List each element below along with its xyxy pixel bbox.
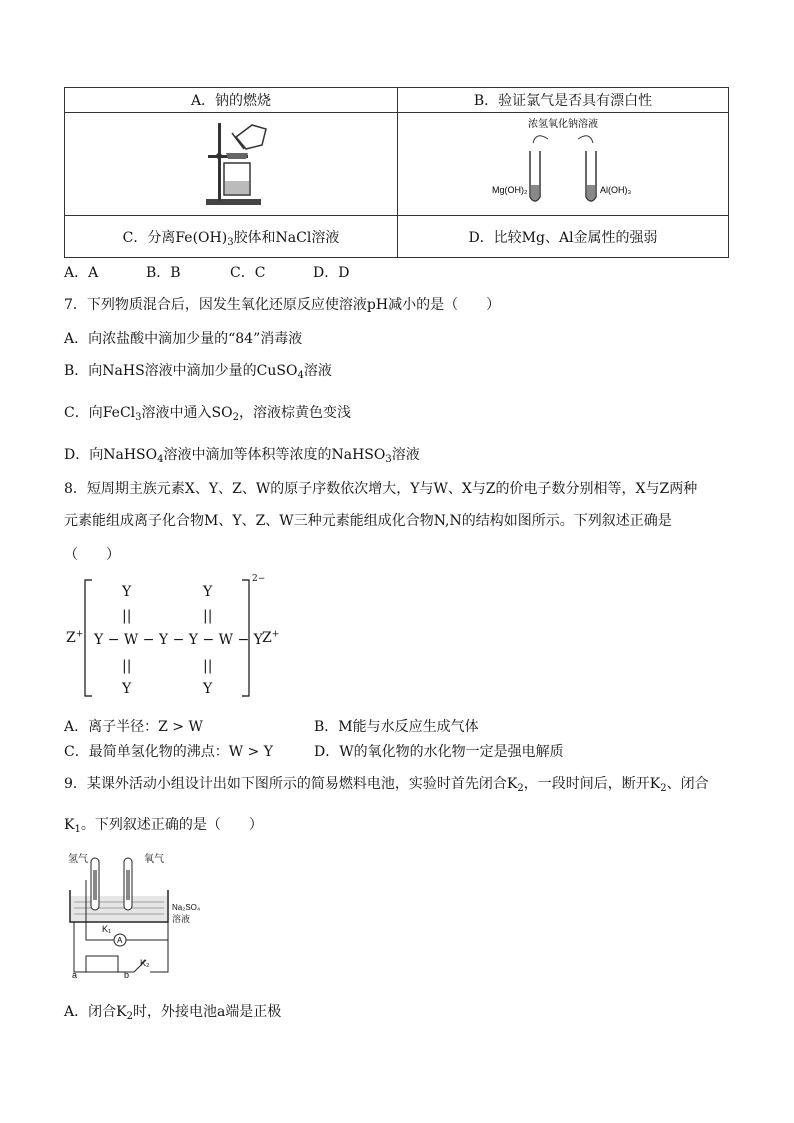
- top-y2: Y: [203, 584, 213, 600]
- top-y1: Y: [122, 584, 132, 600]
- q8-option-d[interactable]: D．W的氧化物的水化物一定是强电解质: [314, 744, 564, 760]
- k1-label: K₁: [102, 924, 112, 934]
- q7-option-d[interactable]: D．向NaHSO$_4$溶液中滴加等体积等浓度的NaHSO$_3$溶液: [64, 447, 420, 465]
- fuel-cell-diagram: [64, 850, 214, 980]
- z-cation-left: Z+: [66, 629, 84, 646]
- terminal-a-label: a: [72, 970, 78, 980]
- q6-table: [64, 87, 729, 258]
- q6-cell-c: C．分离$Fe(OH)_3$胶体和NaCl溶液: [65, 216, 398, 258]
- double-bond-top2: ||: [203, 608, 213, 624]
- q8-stem-line1: 8．短周期主族元素X、Y、Z、W的原子序数依次增大，Y与W、X与Z的价电子数分别相等，X与Z两种: [64, 481, 698, 497]
- q8-stem-line2: 元素能组成离子化合物M、Y、Z、W三种元素能组成化合物N,N的结构如图所示。下列叙述正确是: [64, 513, 672, 529]
- q8-option-c[interactable]: C．最简单氢化物的沸点：W > Y: [64, 744, 273, 760]
- q7-option-a[interactable]: A．向浓盐酸中滴加少量的“84”消毒液: [64, 331, 303, 347]
- q8-structure-diagram: [64, 574, 294, 703]
- q7-option-b[interactable]: B．向NaHS溶液中滴加少量的CuSO$_4$溶液: [64, 363, 332, 381]
- hydrogen-label: 氢气: [68, 854, 88, 865]
- mg-oh-label: Mg(OH)₂: [492, 184, 528, 195]
- q6-option-c[interactable]: C．C: [230, 265, 266, 281]
- q9-option-a[interactable]: A．闭合$K_2$时，外接电池a端是正极: [64, 1004, 282, 1022]
- q9-stem-line1: 9．某课外活动小组设计出如下图所示的简易燃料电池，实验时首先闭合$K_2$，一段时间后，断开$K_2$、闭合: [64, 776, 709, 794]
- z-cation-right: Z+: [262, 629, 280, 646]
- q9-stem-line2: $K_1$。下列叙述正确的是（ ）: [64, 817, 263, 835]
- q6-cell-b: B．验证氯气是否具有漂白性: [398, 88, 729, 113]
- solution-label: 溶液: [172, 914, 191, 924]
- bot-y2: Y: [203, 681, 213, 697]
- al-oh-label: Al(OH)₃: [600, 184, 632, 195]
- q7-option-c[interactable]: C．向FeCl$_3$溶液中通入$SO_2$，溶液棕黄色变浅: [64, 405, 351, 423]
- oxygen-label: 氧气: [144, 854, 164, 865]
- mg-al-hydroxide-tubes-image: [488, 115, 638, 210]
- q6-image-a-cell: [65, 113, 398, 216]
- charge-label: 2−: [252, 574, 266, 584]
- q7-stem: 7．下列物质混合后，因发生氧化还原反应使溶液pH减小的是（ ）: [64, 297, 501, 313]
- q6-image-d-cell: [398, 113, 729, 216]
- q6-option-b[interactable]: B．B: [146, 265, 181, 281]
- q8-stem-line3: （ ）: [64, 547, 120, 563]
- naoh-label: 浓氢氧化钠溶液: [528, 118, 598, 130]
- double-bond-top1: ||: [122, 608, 132, 624]
- q6-option-d[interactable]: D．D: [313, 265, 350, 281]
- double-bond-bot1: ||: [122, 658, 132, 674]
- bot-y1: Y: [122, 681, 132, 697]
- ammeter-label: A: [117, 936, 123, 945]
- left-bracket: [82, 578, 94, 700]
- q8-option-a[interactable]: A．离子半径：Z > W: [64, 719, 203, 735]
- q6-cell-d: D．比较Mg、Al金属性的强弱: [398, 216, 729, 258]
- double-bond-bot2: ||: [203, 658, 213, 674]
- terminal-b-label: b: [124, 970, 130, 980]
- right-bracket: [240, 578, 252, 700]
- q6-option-a[interactable]: A．A: [64, 265, 99, 281]
- k2-label: K₂: [140, 958, 150, 968]
- sodium-combustion-apparatus-image: [186, 115, 276, 210]
- q6-cell-a: A．钠的燃烧: [65, 88, 398, 113]
- main-chain: Y − W − Y − Y − W − Y: [94, 632, 263, 648]
- na2so4-label: Na₂SO₄: [172, 903, 201, 912]
- q8-option-b[interactable]: B．M能与水反应生成气体: [314, 719, 479, 735]
